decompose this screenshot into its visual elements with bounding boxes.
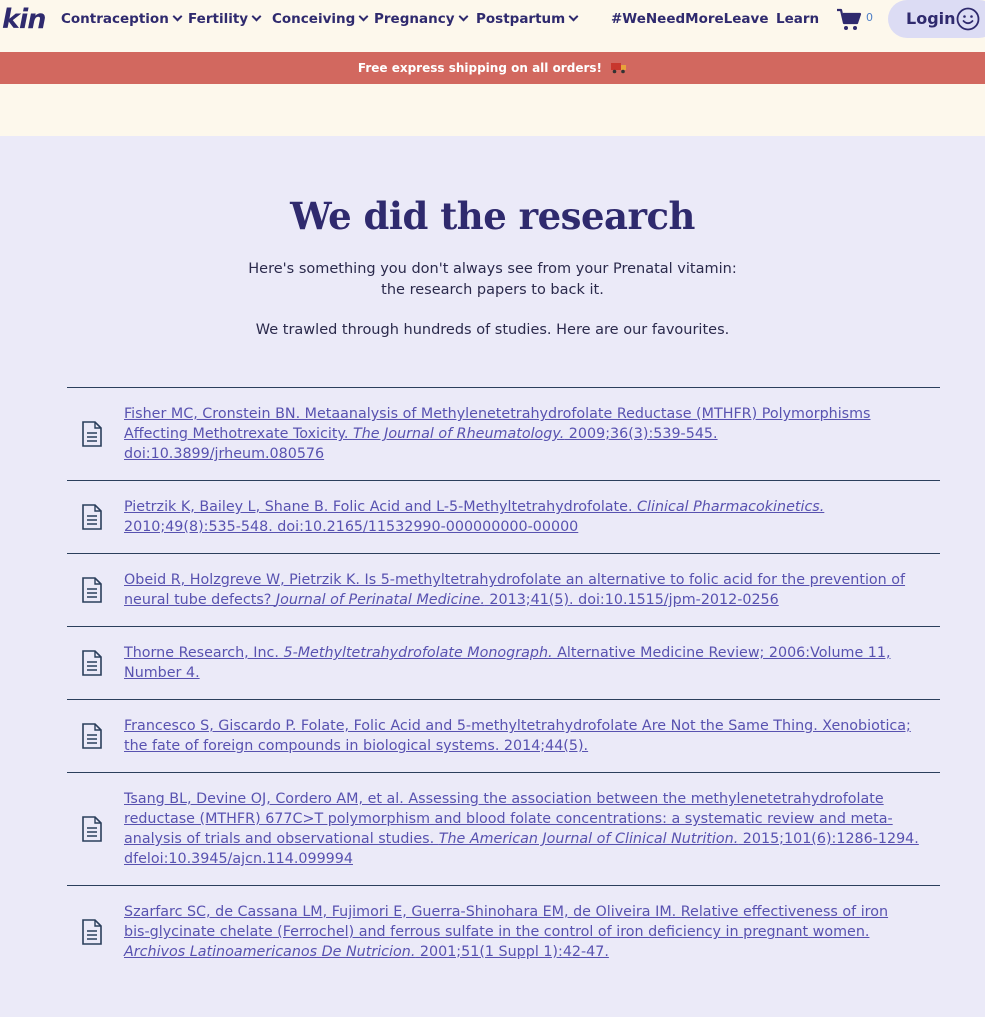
reference-link[interactable]: Thorne Research, Inc. 5-Methyltetrahydrofolate Monograph. Alternative Medicine Review; 2006:Volume 11, Number 4. bbox=[124, 645, 891, 681]
document-icon bbox=[81, 421, 103, 447]
cart-icon[interactable] bbox=[836, 8, 862, 32]
nav-hashtag-link[interactable]: #WeNeedMoreLeave bbox=[611, 11, 769, 27]
document-icon bbox=[81, 504, 103, 530]
reference-list bbox=[67, 387, 940, 978]
nav-conceiving[interactable]: Conceiving bbox=[272, 11, 367, 27]
reference-item bbox=[67, 387, 940, 480]
nav-fertility[interactable]: Fertility bbox=[188, 11, 260, 27]
reference-item bbox=[67, 480, 940, 553]
chevron-down-icon bbox=[252, 12, 262, 22]
nav-learn-link[interactable]: Learn bbox=[776, 11, 820, 27]
nav-postpartum[interactable]: Postpartum bbox=[476, 11, 577, 27]
document-icon bbox=[81, 650, 103, 676]
login-label: Login bbox=[906, 9, 956, 28]
reference-link[interactable]: Szarfarc SC, de Cassana LM, Fujimori E, Guerra-Shinohara EM, de Oliveira IM. Relative effectiveness of iron bis-glycinate chelate (Ferrochel) and ferrous sulfate in the control of iron deficiency in pregnant women. Archivos Latinoamericanos De Nutricion. 2001;51(1 Suppl 1):42-47. bbox=[124, 904, 889, 960]
login-button[interactable] bbox=[888, 0, 985, 38]
kin-logo[interactable]: kin bbox=[2, 4, 46, 35]
delivery-truck-icon bbox=[611, 61, 627, 74]
chevron-down-icon bbox=[458, 12, 468, 22]
reference-item bbox=[67, 772, 940, 885]
cart-count-badge: 0 bbox=[866, 11, 873, 24]
research-intro-line-3: We trawled through hundreds of studies. Here are our favourites. bbox=[255, 322, 730, 338]
research-intro-line-1: Here's something you don't always see from your Prenatal vitamin: bbox=[248, 261, 737, 277]
reference-item bbox=[67, 699, 940, 772]
chevron-down-icon bbox=[569, 12, 579, 22]
document-icon bbox=[81, 816, 103, 842]
reference-link[interactable]: Francesco S, Giscardo P. Folate, Folic Acid and 5-methyltetrahydrofolate Are Not the Same Thing. Xenobiotica; the fate of foreign compounds in biological systems. 2014;44(5). bbox=[124, 718, 911, 754]
chevron-down-icon bbox=[359, 12, 369, 22]
document-icon bbox=[81, 577, 103, 603]
nav-contraception[interactable]: Contraception bbox=[61, 11, 181, 27]
banner-text: Free express shipping on all orders! bbox=[357, 61, 602, 75]
chevron-down-icon bbox=[172, 12, 182, 22]
nav-pregnancy[interactable]: Pregnancy bbox=[374, 11, 467, 27]
reference-link[interactable]: Tsang BL, Devine OJ, Cordero AM, et al. Assessing the association between the methylenetetrahydrofolate reductase (MTHFR) 677C>T polymorphism and blood folate concentrations: a systematic review and meta- analysis of trials and observational studies. The American Journal of Clinical Nutrition. 2015;101(6):1286-1294. dfeloi:10.3945/ajcn.114.099994 bbox=[124, 791, 919, 867]
document-icon bbox=[81, 723, 103, 749]
reference-link[interactable]: Obeid R, Holzgreve W, Pietrzik K. Is 5-methyltetrahydrofolate an alternative to folic acid for the prevention of neural tube defects? Journal of Perinatal Medicine. 2013;41(5). doi:10.1515/jpm-2012-0256 bbox=[124, 572, 906, 608]
smiley-icon bbox=[956, 7, 980, 31]
reference-item bbox=[67, 626, 940, 699]
shipping-banner bbox=[0, 52, 985, 84]
reference-item bbox=[67, 885, 940, 978]
cream-section bbox=[0, 84, 985, 136]
reference-item bbox=[67, 553, 940, 626]
document-icon bbox=[81, 919, 103, 945]
research-intro-line-2: the research papers to back it. bbox=[381, 282, 604, 298]
top-nav bbox=[0, 0, 985, 52]
research-title: We did the research bbox=[290, 194, 695, 238]
reference-link[interactable]: Pietrzik K, Bailey L, Shane B. Folic Acid and L-5-Methyltetrahydrofolate. Clinical Pharmacokinetics. 2010;49(8):535-548. doi:10.2165/11532990-000000000-00000 bbox=[124, 499, 825, 535]
reference-link[interactable]: Fisher MC, Cronstein BN. Metaanalysis of Methylenetetrahydrofolate Reductase (MTHFR) Polymorphisms Affecting Methotrexate Toxicity. The Journal of Rheumatology. 2009;36(3):539-545. doi:10.3899/jrheum.080576 bbox=[124, 406, 871, 462]
